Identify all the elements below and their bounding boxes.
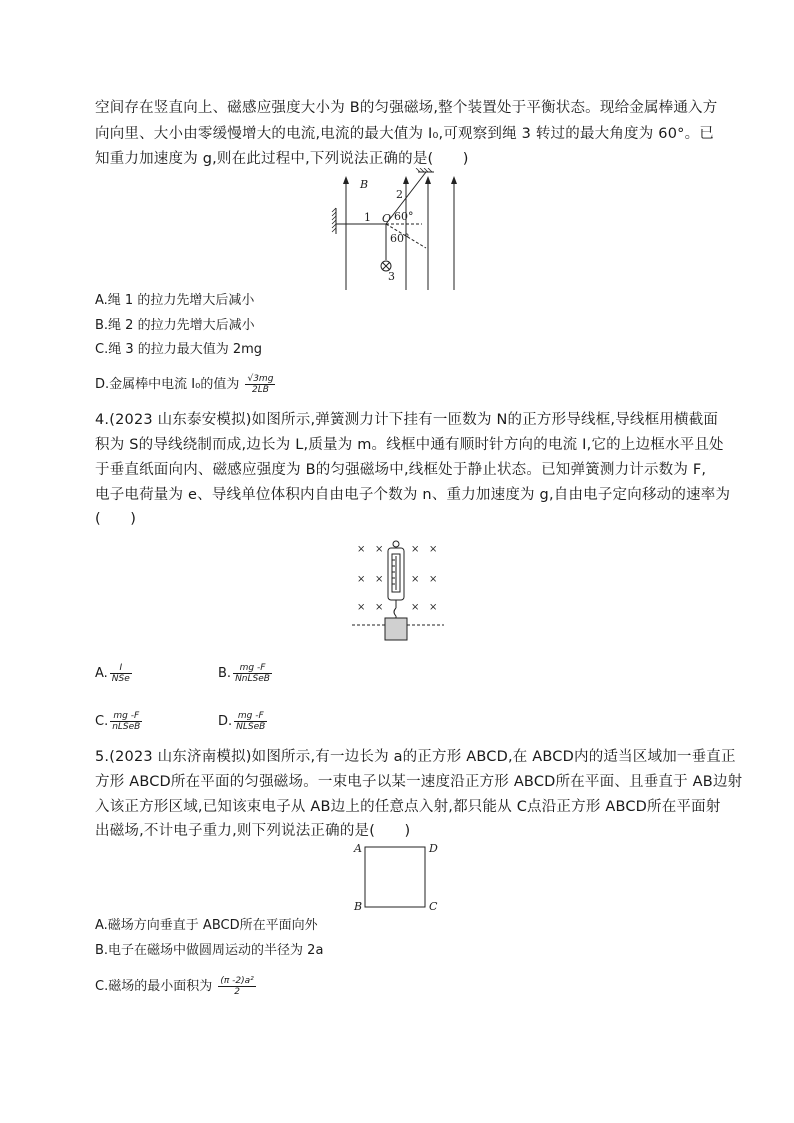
fraction-numerator: (π -2)a²: [220, 976, 254, 986]
angle-lower: 60°: [390, 232, 410, 245]
q3-option-d: [95, 374, 275, 395]
option-fraction: [110, 663, 132, 684]
vertex-c: C: [429, 900, 438, 913]
option-fraction: [110, 711, 142, 732]
field-cross: ×: [375, 544, 384, 555]
option-label: D.: [218, 714, 233, 729]
q4-option-d: [218, 711, 267, 732]
scale-hook-bottom: [394, 608, 396, 616]
q3-option-b: B.绳 2 的拉力先增大后减小: [95, 318, 255, 333]
q5-text-line-3: 入该正方形区域,已知该束电子从 AB边上的任意点入射,都只能从 C点沿正方形 ABCD所在平面射: [95, 799, 721, 815]
field-cross: ×: [429, 574, 438, 585]
square-abcd: [365, 847, 425, 907]
field-cross: ×: [375, 602, 384, 613]
arrowhead: [451, 176, 457, 184]
fraction-numerator: mg -F: [239, 663, 266, 673]
option-label: C.: [95, 714, 109, 729]
fraction-numerator: I: [119, 663, 123, 673]
field-cross: ×: [411, 544, 420, 555]
q5-option-b: B.电子在磁场中做圆周运动的半径为 2a: [95, 943, 324, 958]
vertex-a: A: [354, 842, 362, 855]
q4-option-c: [95, 711, 142, 732]
field-cross: ×: [375, 574, 384, 585]
field-cross: ×: [429, 544, 438, 555]
q4-text-line-1: 4.(2023 山东泰安模拟)如图所示,弹簧测力计下挂有一匝数为 N的正方形导线框,导线框用横截面: [95, 412, 719, 428]
arrowhead: [343, 176, 349, 184]
label-B: B: [360, 178, 369, 191]
q5-option-c-fraction: [218, 976, 255, 997]
q3-option-a: A.绳 1 的拉力先增大后减小: [95, 293, 255, 308]
q4-text-line-5: ( ): [95, 511, 137, 527]
wire-frame-icon: [385, 618, 407, 640]
q4-text-line-4: 电子电荷量为 e、导线单位体积内自由电子个数为 n、重力加速度为 g,自由电子定向移动的速率为: [95, 487, 731, 503]
field-cross: ×: [357, 574, 366, 585]
fraction-denominator: 2: [218, 986, 255, 997]
field-cross: ×: [357, 602, 366, 613]
fraction-numerator: mg -F: [113, 711, 140, 721]
q3-option-d-fraction: [245, 374, 275, 395]
q5-text-line-1: 5.(2023 山东济南模拟)如图所示,有一边长为 a的正方形 ABCD,在 ABCD内的适当区域加一垂直正: [95, 749, 736, 765]
q4-text-line-2: 积为 S的导线绕制而成,边长为 L,质量为 m。线框中通有顺时针方向的电流 I,它的上边框水平且处: [95, 437, 724, 453]
angle-upper: 60°: [394, 210, 414, 223]
q3-option-c: C.绳 3 的拉力最大值为 2mg: [95, 342, 263, 357]
fraction-denominator: nLSeB: [112, 722, 141, 732]
q5-option-a: A.磁场方向垂直于 ABCD所在平面向外: [95, 918, 318, 933]
vertex-d: D: [429, 842, 438, 855]
fraction-denominator: NLSeB: [236, 722, 266, 732]
label-1: 1: [364, 211, 371, 224]
q3-option-d-label: D.金属棒中电流 I₀的值为: [95, 377, 240, 392]
fraction-numerator: mg -F: [237, 711, 264, 721]
q3-text-line-3: 知重力加速度为 g,则在此过程中,下列说法正确的是( ): [95, 151, 469, 167]
fraction-numerator: √3mg: [247, 374, 274, 384]
arrowhead: [403, 176, 409, 184]
q5-option-c-label: C.磁场的最小面积为: [95, 979, 213, 994]
q4-option-a: [95, 663, 132, 684]
q3-figure: [330, 168, 470, 292]
fraction-denominator: NnLSeB: [235, 674, 270, 684]
option-fraction: [233, 663, 272, 684]
q3-text-line-1: 空间存在竖直向上、磁感应强度大小为 B的匀强磁场,整个装置处于平衡状态。现给金属棒通入方: [95, 100, 718, 116]
option-label: A.: [95, 666, 108, 681]
q4-text-line-3: 于垂直纸面向内、磁感应强度为 B的匀强磁场中,线框处于静止状态。已知弹簧测力计示数为 F,: [95, 462, 707, 478]
q5-text-line-4: 出磁场,不计电子重力,则下列说法正确的是( ): [95, 823, 411, 839]
label-2: 2: [396, 188, 403, 201]
vertex-b: B: [354, 900, 363, 913]
option-label: B.: [218, 666, 232, 681]
fraction-denominator: NSe: [111, 674, 130, 684]
q5-option-c: [95, 976, 256, 997]
field-cross: ×: [429, 602, 438, 613]
q4-figure: [352, 540, 444, 652]
q5-figure: [350, 838, 446, 914]
q3-text-line-2: 向向里、大小由零缓慢增大的电流,电流的最大值为 I₀,可观察到绳 3 转过的最大角度为 60°。已: [95, 126, 714, 142]
field-cross: ×: [411, 574, 420, 585]
q5-text-line-2: 方形 ABCD所在平面的匀强磁场。一束电子以某一速度沿正方形 ABCD所在平面、且垂直于 AB边射: [95, 774, 743, 790]
scale-hook-top: [393, 541, 399, 547]
label-3: 3: [388, 270, 395, 283]
arrowhead: [425, 176, 431, 184]
q4-option-b: [218, 663, 272, 684]
fraction-denominator: 2LB: [245, 384, 275, 395]
field-cross: ×: [357, 544, 366, 555]
option-fraction: [234, 711, 267, 732]
field-cross: ×: [411, 602, 420, 613]
label-O: O: [382, 212, 392, 225]
